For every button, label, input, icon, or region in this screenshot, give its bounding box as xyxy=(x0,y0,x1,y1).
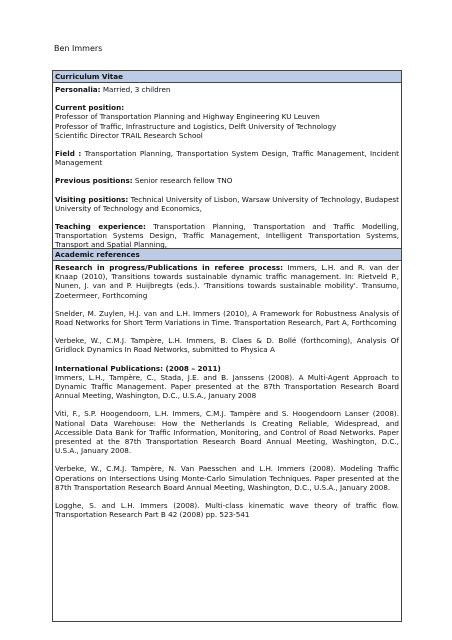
reference-item: Logghe, S. and L.H. Immers (2008). Multi-class kinematic wave theory of traffic flow. Transportation Research Part B 42 (2008) pp. 523-541 xyxy=(55,501,399,520)
author-name: Ben Immers xyxy=(54,44,103,53)
reference-item: Verbeke, W., C.M.J. Tampère, L.H. Immers, B. Claes & D. Bollé (forthcoming), Analysis Of Gridlock Dynamics In Road Networks, submitted to Physica A xyxy=(55,336,399,355)
current-position-label: Current position: xyxy=(55,103,125,113)
previous-positions: Previous positions: Senior research fellow TNO xyxy=(55,176,233,186)
current-position-line: Scientific Director TRAIL Research School xyxy=(55,130,203,140)
cv-heading: Curriculum Vitae xyxy=(53,71,401,83)
reference-item: Research in progress/Publications in referee process: Immers, L.H. and R. van der Knaap (2010), Transitions towards sustainable dynamic traffic management. In: Rietveld P., Nunen, J. van and P. Huijbregts (eds.). 'Transitions towards sustainable mobility'. Transumo, Zoetermeer, Forthcoming xyxy=(55,263,399,300)
field: Field : Transportation Planning, Transportation System Design, Traffic Management, Incident Management xyxy=(55,149,399,168)
reference-item: Viti, F., S.P. Hoogendoorn, L.H. Immers, C.M.J. Tampère and S. Hoogendoorn Lanser (2008). National Data Warehouse: How the Netherlands Is Creating Reliable, Widespread, and Accessible Data Bank for Traffic Information, Monitoring, and Control of Road Networks. Paper presented at the 87th Transportation Research Board Annual Meeting, Washington, D.C., U.S.A., January 2008. xyxy=(55,409,399,456)
reference-item: Verbeke, W., C.M.J. Tampère, N. Van Paesschen and L.H. Immers (2008). Modeling Traffic Operations on Intersections Using Monte-Carlo Simulation Techniques. Paper presented at the 87th Transportation Research Board Annual Meeting, Washington, D.C., U.S.A., January 2008. xyxy=(55,464,399,492)
teaching-experience: Teaching experience: Transportation Planning, Transportation and Traffic Modelling, Transportation Systems Design, Traffic Management, Intelligent Transportation Systems, Transport and Spatial Planning, xyxy=(55,222,399,250)
cv-table xyxy=(52,70,402,622)
international-publications-label: International Publications: (2008 – 2011) xyxy=(55,363,221,373)
personalia: Personalia: Married, 3 children xyxy=(55,85,171,94)
academic-section xyxy=(53,261,401,519)
current-position-line: Professor of Transportation Planning and Highway Engineering KU Leuven xyxy=(55,112,320,122)
reference-item: Snelder, M. Zuylen, H.J. van and L.H. Immers (2010), A Framework for Robustness Analysis of Road Networks for Short Term Variations in Time. Transportation Research, Part A, Forthcoming xyxy=(55,308,399,328)
cv-section xyxy=(53,83,401,249)
reference-item: Immers, L.H., Tampère, C., Stada, J.E. and B. Janssens (2008). A Multi-Agent Approach to Dynamic Traffic Management. Paper presented at the 87th Transportation Research Board Annual Meeting, Washington, D.C., U.S.A., January 2008 xyxy=(55,372,399,401)
current-position-line: Professor of Traffic, Infrastructure and Logistics, Delft University of Technology xyxy=(55,121,337,131)
visiting-positions: Visiting positions: Technical University of Lisbon, Warsaw University of Technology, Budapest University of Technology and Economics, xyxy=(55,194,399,213)
academic-heading: Academic references xyxy=(53,249,401,261)
